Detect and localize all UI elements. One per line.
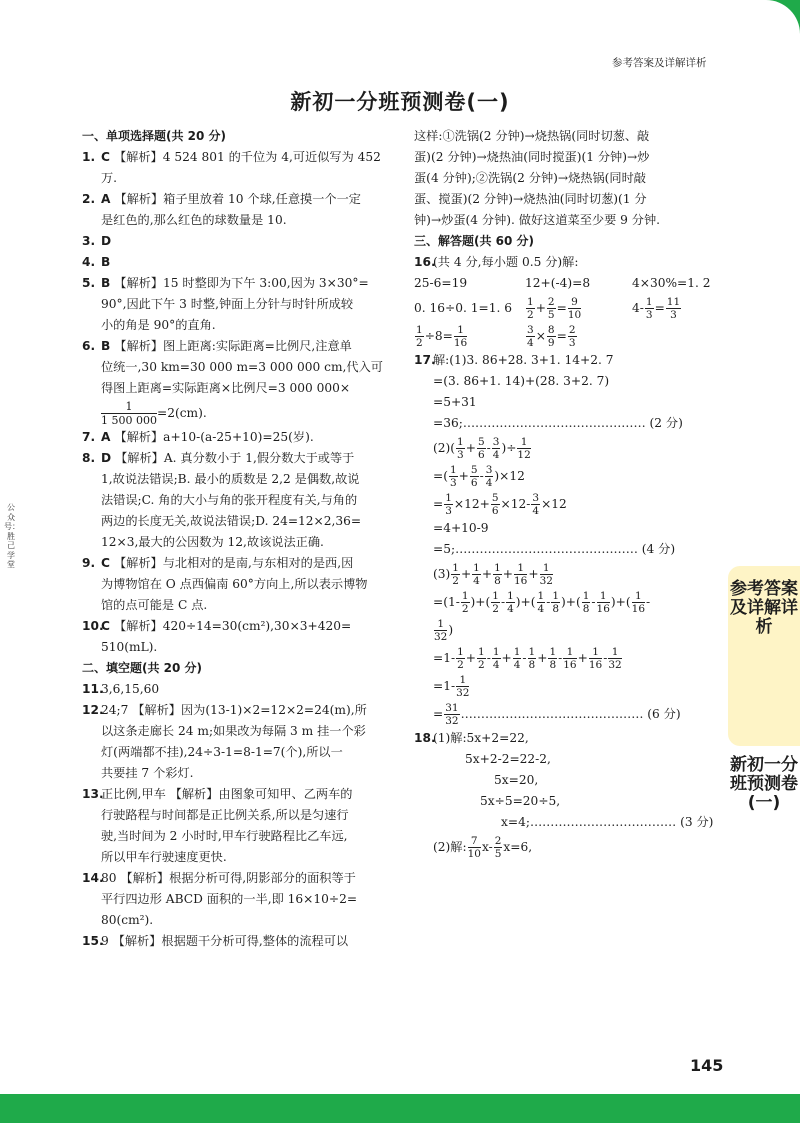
fraction: $\frac{1}{1 500 000}$ bbox=[101, 400, 157, 427]
answer-line: = $\frac{1}{3}$ ×12+ $\frac{5}{6}$ ×12- $\frac{3}{4}$ ×12 bbox=[433, 492, 567, 517]
answer-line: 这样:①洗锅(2 分钟)→烧热锅(同时切葱、敲 bbox=[414, 129, 650, 143]
answer-line: 90°,因此下午 3 时整,钟面上分针与时针所成较 bbox=[101, 297, 354, 311]
watermark: 公众号：胜己学堂 bbox=[4, 503, 20, 569]
side-tab-paper: 新初一分班预测卷(一) bbox=[730, 755, 798, 813]
answer-line: 是红色的,那么红色的球数量是 10. bbox=[101, 213, 287, 227]
answer-line: 5x=20, bbox=[494, 773, 539, 787]
answer-line: =1- $\frac{1}{2}$ + $\frac{1}{2}$ - $\frac{1}{4}$ + $\frac{1}{4}$ - $\frac{1}{8}$ + $\frac{1}{8}$ - $\frac{1}{16}$ + $\frac{1}{16}$ - $\frac{1}{32}$ bbox=[433, 646, 622, 671]
left-column bbox=[82, 126, 394, 952]
answer-16: 16.(共 4 分,每小题 0.5 分)解: bbox=[414, 255, 579, 269]
answer-line: =( $\frac{1}{3}$ + $\frac{5}{6}$ - $\frac{3}{4}$ )×12 bbox=[433, 464, 525, 489]
header-text: 参考答案及详解详析 bbox=[612, 57, 707, 69]
answer-line: 万. bbox=[101, 171, 118, 185]
page-title: 新初一分班预测卷(一) bbox=[290, 90, 510, 114]
answer-5: 5. B 【解析】15 时整即为下午 3:00,因为 3×30°= bbox=[82, 276, 369, 290]
answer-line: 钟)→炒蛋(4 分钟). 做好这道菜至少要 9 分钟. bbox=[414, 213, 661, 227]
answer-line: 为博物馆在 O 点西偏南 60°方向上,所以表示博物 bbox=[101, 577, 368, 591]
answer-line: $\frac{1}{32}$ ) bbox=[434, 618, 454, 643]
answer-8: 8. D 【解析】A. 真分数小于 1,假分数大于或等于 bbox=[82, 451, 355, 465]
answer-15: 15.9 【解析】根据题干分析可得,整体的流程可以 bbox=[82, 934, 349, 948]
answer-line: = $\frac{31}{32}$ ……………………………………… (6 分) bbox=[433, 702, 681, 727]
answer-11: 11.3,6,15,60 bbox=[82, 682, 160, 696]
answer-line: 法错误;C. 角的大小与角的张开程度有关,与角的 bbox=[101, 493, 358, 507]
answer-line: 灯(两端都不挂),24÷3-1=8-1=7(个),所以一 bbox=[101, 745, 343, 759]
answer-line: 馆的点可能是 C 点. bbox=[101, 598, 208, 612]
answer-1: 1. C 【解析】4 524 801 的千位为 4,可近似写为 452 bbox=[82, 150, 381, 164]
answer-line: 共要挂 7 个彩灯. bbox=[101, 766, 194, 780]
answer-line: 12×3,最大的公因数为 12,故该说法正确. bbox=[101, 535, 324, 549]
answer-line: 行驶路程与时间都是正比例关系,所以是匀速行 bbox=[101, 808, 349, 822]
answer-line: =1- $\frac{1}{32}$ bbox=[433, 674, 470, 699]
right-column bbox=[414, 126, 724, 861]
answer-line: 80(cm²). bbox=[101, 913, 154, 927]
answer-line: 5x÷5=20÷5, bbox=[480, 794, 561, 808]
answer-line: 1,故说法错误;B. 最小的质数是 2,2 是偶数,故说 bbox=[101, 472, 360, 486]
answer-line: 以这条走廊长 24 m;如果改为每隔 3 m 挂一个彩 bbox=[101, 724, 366, 738]
calc-row: 0. 16÷0. 1=1. 6 $\frac{1}{2}$ + $\frac{2}{5}$ = $\frac{9}{10}$ 4- $\frac{1}{3}$ = $\frac{11}{3}$ bbox=[414, 296, 681, 321]
answer-line: 位统一,30 km=30 000 m=3 000 000 cm,代入可 bbox=[101, 360, 383, 374]
answer-line: 得图上距离=实际距离×比例尺=3 000 000× bbox=[101, 381, 351, 395]
answer-line: 所以甲车行驶速度更快. bbox=[101, 850, 227, 864]
answer-line: 平行四边形 ABCD 面积的一半,即 16×10÷2= bbox=[101, 892, 358, 906]
answer-2: 2. A 【解析】箱子里放着 10 个球,任意摸一个一定 bbox=[82, 192, 361, 206]
section-heading: 三、解答题(共 60 分) bbox=[414, 234, 535, 248]
answer-line: (2)( $\frac{1}{3}$ + $\frac{5}{6}$ - $\frac{3}{4}$ )÷ $\frac{1}{12}$ bbox=[433, 436, 531, 461]
answer-line: 两边的长度无关,故说法错误;D. 24=12×2,36= bbox=[101, 514, 362, 528]
answer-line: 5x+2-2=22-2, bbox=[465, 752, 551, 766]
answer-4: 4. B bbox=[82, 255, 111, 269]
answer-3: 3. D bbox=[82, 234, 112, 248]
answer-line: 蛋、搅蛋)(2 分钟)→烧热油(同时切葱)(1 分 bbox=[414, 192, 647, 206]
answer-10: 10.C 【解析】420÷14=30(cm²),30×3+420= bbox=[82, 619, 352, 633]
answer-9: 9. C 【解析】与北相对的是南,与东相对的是西,因 bbox=[82, 556, 354, 570]
section-heading: 二、填空题(共 20 分) bbox=[82, 661, 203, 675]
side-tab-answers: 参考答案及详解详析 bbox=[728, 566, 800, 746]
section-heading: 一、单项选择题(共 20 分) bbox=[82, 129, 227, 143]
answer-line: 510(mL). bbox=[101, 640, 158, 654]
answer-line: $\frac{1}{1 500 000}$ =2(cm). bbox=[101, 400, 207, 427]
answer-line: =(1- $\frac{1}{2}$ )+( $\frac{1}{2}$ - $\frac{1}{4}$ )+( $\frac{1}{4}$ - $\frac{1}{8}$ )+( $\frac{1}{8}$ - $\frac{1}{16}$ )+( $\frac{1}{16}$ - bbox=[433, 590, 651, 615]
page-number: 145 bbox=[690, 1056, 724, 1075]
answer-13: 13.正比例,甲车 【解析】由图象可知甲、乙两车的 bbox=[82, 787, 353, 801]
answer-line: =5;……………………………………… (4 分) bbox=[433, 542, 676, 556]
answer-7: 7. A 【解析】a+10-(a-25+10)=25(岁). bbox=[82, 430, 314, 444]
answer-line: =36;……………………………………… (2 分) bbox=[433, 416, 683, 430]
answer-line: 蛋)(2 分钟)→烧热油(同时搅蛋)(1 分钟)→炒 bbox=[414, 150, 650, 164]
answer-14: 14.80 【解析】根据分析可得,阴影部分的面积等于 bbox=[82, 871, 356, 885]
answer-line: (3) $\frac{1}{2}$ + $\frac{1}{4}$ + $\frac{1}{8}$ + $\frac{1}{16}$ + $\frac{1}{32}$ bbox=[433, 562, 553, 587]
answer-line: =(3. 86+1. 14)+(28. 3+2. 7) bbox=[433, 374, 610, 388]
answer-line: 蛋(4 分钟);②洗锅(2 分钟)→烧热锅(同时敲 bbox=[414, 171, 646, 185]
answer-line: 驶,当时间为 2 小时时,甲车行驶路程比乙车远, bbox=[101, 829, 348, 843]
answer-18: 18.(1)解:5x+2=22, bbox=[414, 731, 529, 745]
answer-line: =5+31 bbox=[433, 395, 477, 409]
answer-line: 小的角是 90°的直角. bbox=[101, 318, 216, 332]
answer-line: x=4;……………………………… (3 分) bbox=[501, 815, 714, 829]
calc-row: 25-6=19 12+(-4)=8 4×30%=1. 2 bbox=[414, 276, 711, 290]
answer-line: (2)解: $\frac{7}{10}$ x- $\frac{2}{5}$ x=6, bbox=[433, 835, 533, 860]
answer-17: 17.解:(1)3. 86+28. 3+1. 14+2. 7 bbox=[414, 353, 614, 367]
answer-12: 12.24;7 【解析】因为(13-1)×2=12×2=24(m),所 bbox=[82, 703, 367, 717]
answer-6: 6. B 【解析】图上距离:实际距离=比例尺,注意单 bbox=[82, 339, 352, 353]
answer-line: =4+10-9 bbox=[433, 521, 489, 535]
calc-row: $\frac{1}{2}$ ÷8= $\frac{1}{16}$ $\frac{3}{4}$ × $\frac{8}{9}$ = $\frac{2}{3}$ bbox=[416, 324, 576, 349]
